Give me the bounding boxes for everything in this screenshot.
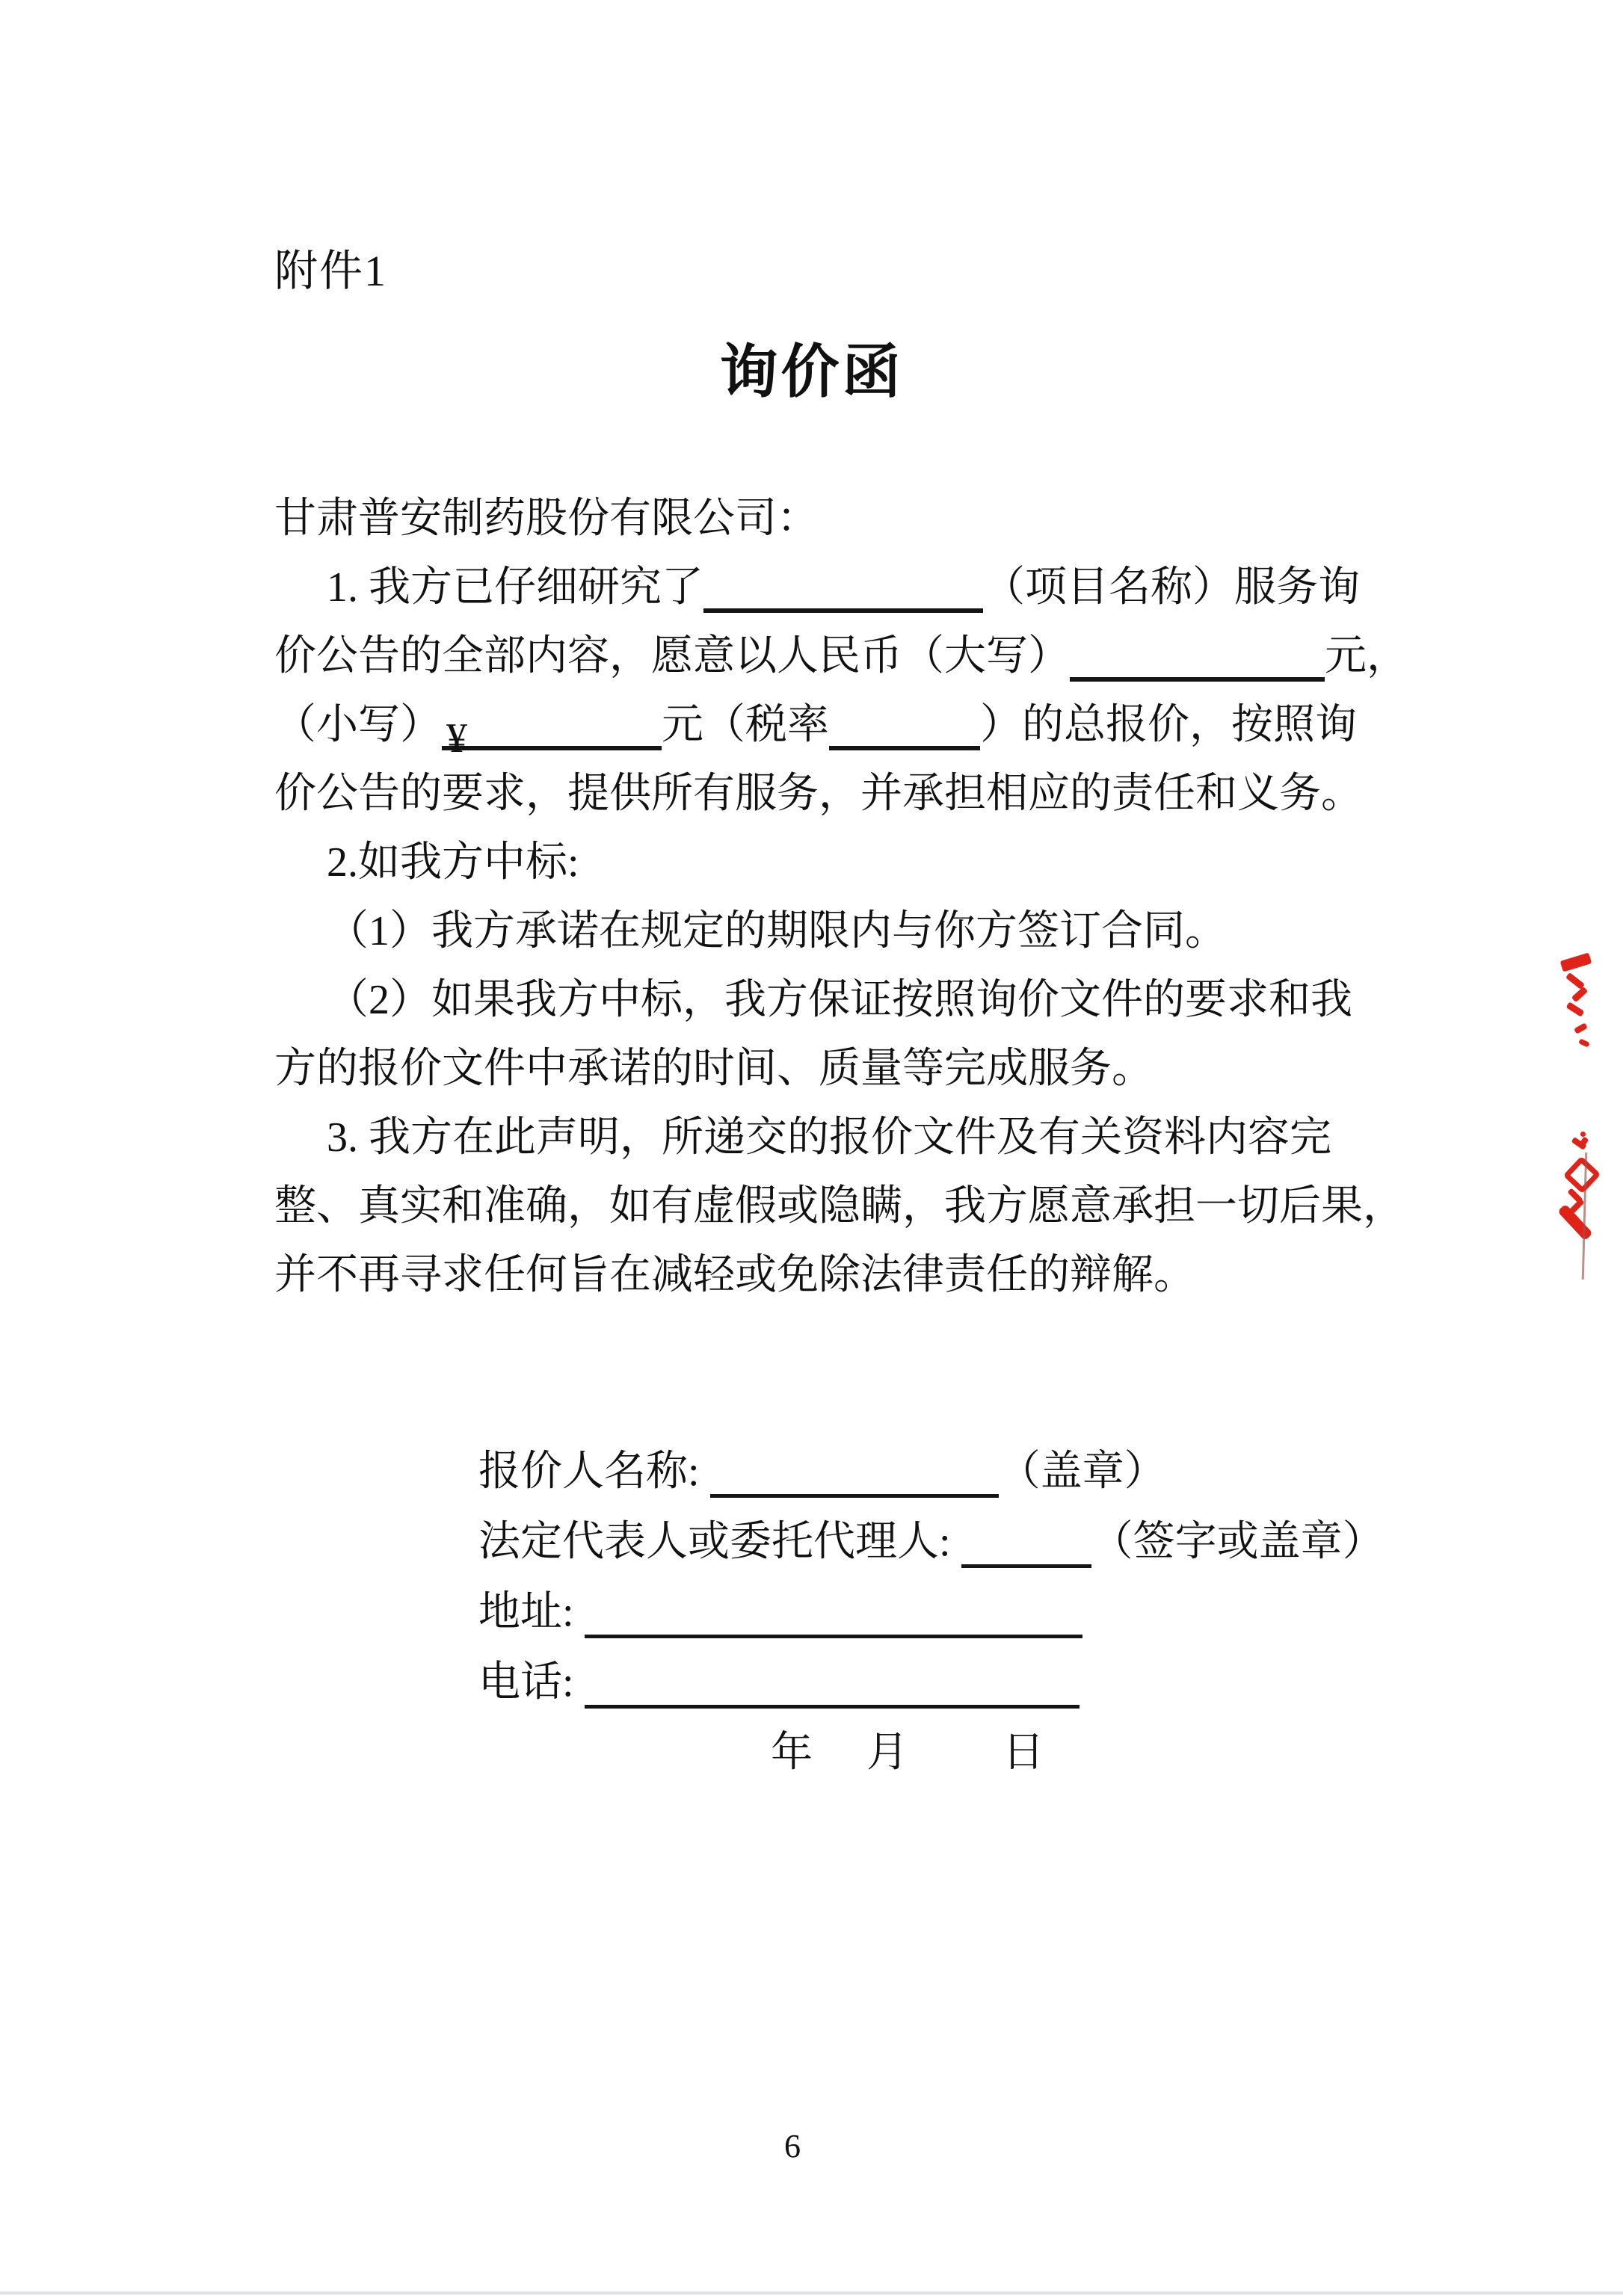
indent-spacer	[274, 874, 327, 876]
body-line	[274, 622, 1441, 691]
body-line	[274, 966, 1441, 1034]
blank-fill-line	[1070, 635, 1325, 682]
blank-fill-line	[829, 704, 980, 750]
text-segment: 地址:	[478, 1589, 585, 1635]
text-segment: 3. 我方在此声明，所递交的报价文件及有关资料内容完	[327, 1114, 1331, 1161]
text-segment: （2）如果我方中标，我方保证按照询价文件的要求和我	[327, 977, 1352, 1023]
signature-line	[478, 1718, 1465, 1788]
stamp-stroke	[1578, 1038, 1590, 1047]
blank-fill-line	[710, 1452, 999, 1498]
stamp-stroke	[1571, 987, 1588, 1002]
body-line	[274, 1241, 1441, 1309]
blank-fill-line	[585, 1663, 1080, 1709]
indent-spacer	[274, 1012, 327, 1013]
stamp-stroke	[1580, 1132, 1586, 1137]
text-segment: 1. 我方已仔细研究了	[327, 564, 703, 611]
document-title: 询价函	[719, 339, 904, 404]
body-line	[274, 553, 1441, 622]
indent-spacer	[813, 1765, 866, 1766]
blank-fill-line: ¥	[442, 704, 662, 750]
body-line	[274, 484, 1441, 553]
text-segment: 整、真实和准确，如有虚假或隐瞒，我方愿意承担一切后果，	[274, 1183, 1405, 1229]
signature-line	[478, 1436, 1465, 1507]
text-segment: 法定代表人或委托代理人:	[478, 1519, 961, 1565]
indent-spacer	[908, 1765, 1003, 1766]
text-segment: 方的报价文件中承诺的时间、质量等完成服务。	[274, 1046, 1154, 1092]
stamp-stroke	[1565, 1002, 1584, 1017]
body-line	[274, 897, 1441, 966]
text-segment: （签字或盖章）	[1091, 1519, 1385, 1565]
attachment-label: 附件1	[274, 247, 388, 295]
text-segment: 元，	[1325, 633, 1408, 679]
indent-spacer	[274, 1149, 327, 1151]
indent-spacer	[478, 1765, 771, 1766]
text-segment: 月	[866, 1729, 908, 1776]
text-segment: 价公告的要求，提供所有服务，并承担相应的责任和义务。	[274, 771, 1363, 817]
text-segment: 甘肃普安制药股份有限公司：	[274, 496, 819, 542]
text-segment: 报价人名称:	[478, 1448, 710, 1495]
text-segment: 元（税率	[662, 702, 829, 748]
body-line	[274, 1103, 1441, 1172]
body-line	[274, 828, 1441, 897]
blank-fill-line	[961, 1522, 1091, 1568]
text-segment: （盖章）	[998, 1448, 1166, 1495]
blank-fill-line	[703, 567, 983, 613]
stamp-stroke	[1560, 952, 1592, 972]
body-line	[274, 1034, 1441, 1103]
stamp-stroke	[1563, 1156, 1601, 1194]
page-number: 6	[784, 2128, 801, 2164]
indent-spacer	[274, 943, 327, 945]
signature-line	[478, 1507, 1465, 1577]
body-paragraphs	[274, 484, 1441, 1309]
red-seal-stamp-fragment-upper	[1559, 951, 1619, 1070]
body-line	[274, 1172, 1441, 1241]
body-line	[274, 759, 1441, 828]
signature-line	[478, 1647, 1465, 1718]
red-seal-stamp-fragment-lower	[1559, 1130, 1619, 1250]
text-segment: 2.如我方中标:	[327, 839, 579, 886]
text-segment: （小写）	[274, 702, 442, 748]
indent-spacer	[274, 599, 327, 601]
signature-block	[478, 1436, 1465, 1788]
body-line	[274, 691, 1441, 762]
text-segment: 并不再寻求任何旨在减轻或免除法律责任的辩解。	[274, 1252, 1195, 1298]
text-segment: 电话:	[478, 1659, 585, 1706]
text-segment: 价公告的全部内容，愿意以人民币（大写）	[274, 633, 1070, 679]
text-segment: 日	[1003, 1729, 1044, 1776]
signature-line	[478, 1577, 1465, 1647]
text-segment: ）的总报价，按照询	[980, 702, 1357, 748]
text-segment: （项目名称）服务询	[983, 564, 1360, 611]
stamp-stroke	[1574, 1022, 1588, 1034]
text-segment: 年	[771, 1729, 813, 1776]
blank-fill-line	[585, 1593, 1082, 1638]
scan-edge-artifact	[0, 2292, 1623, 2295]
text-segment: （1）我方承诺在规定的期限内与你方签订合同。	[327, 908, 1227, 954]
